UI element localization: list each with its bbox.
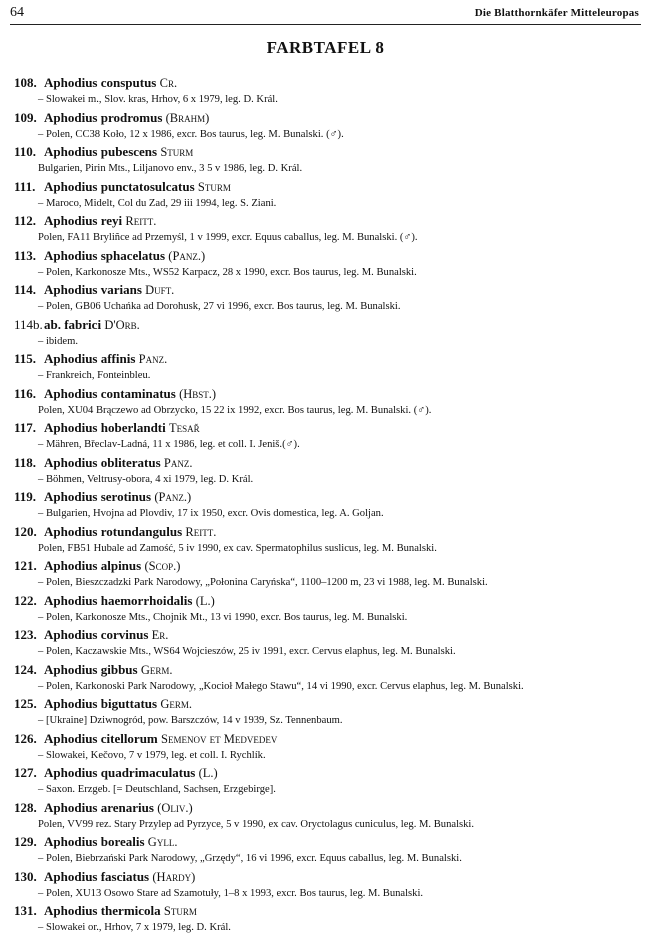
specimen-details: – Polen, GB06 Uchańka ad Dorohusk, 27 vi 1996, excr. Bos taurus, leg. M. Bunalski. bbox=[38, 301, 401, 312]
entry-number: 130. bbox=[14, 868, 37, 884]
species-entry bbox=[14, 247, 639, 282]
entry-heading bbox=[14, 316, 639, 333]
entry-heading bbox=[14, 281, 639, 298]
species-name: Aphodius hoberlandti bbox=[44, 420, 166, 435]
specimen-details: – Polen, CC38 Koło, 12 x 1986, excr. Bos taurus, leg. M. Bunalski. (♂). bbox=[38, 128, 344, 140]
entry-heading bbox=[14, 419, 639, 436]
specimen-details: – ibidem. bbox=[38, 335, 79, 347]
entry-heading bbox=[14, 523, 639, 540]
species-name: Aphodius fasciatus bbox=[44, 868, 150, 884]
species-author: Germ. bbox=[160, 697, 192, 711]
species-name: Aphodius serotinus bbox=[44, 489, 152, 504]
species-name: Aphodius quadrimaculatus bbox=[44, 765, 196, 780]
entry-number: 125. bbox=[14, 696, 37, 711]
species-name: Aphodius reyi bbox=[44, 213, 123, 228]
entry-heading bbox=[14, 799, 639, 816]
species-author: D'Orb. bbox=[104, 317, 140, 332]
species-author: (Hbst.) bbox=[179, 386, 217, 401]
species-name: Aphodius consputus bbox=[44, 75, 157, 90]
entry-heading bbox=[14, 109, 639, 126]
species-author: (Scop.) bbox=[144, 559, 181, 573]
species-name: Aphodius varians bbox=[44, 282, 142, 297]
plate-title: FARBTAFEL 8 bbox=[266, 38, 385, 57]
entry-number: 118. bbox=[14, 454, 37, 470]
entry-number: 114b. bbox=[14, 316, 43, 332]
species-name: Aphodius obliteratus bbox=[44, 454, 161, 470]
species-entry bbox=[14, 833, 639, 868]
entry-heading bbox=[14, 626, 639, 643]
entry-heading bbox=[14, 385, 639, 402]
species-name: Aphodius biguttatus bbox=[44, 696, 158, 711]
species-entry bbox=[14, 799, 639, 834]
species-entry bbox=[14, 730, 639, 765]
entry-heading bbox=[14, 247, 639, 264]
species-author: Er. bbox=[151, 628, 169, 642]
entry-heading bbox=[14, 454, 639, 471]
entry-number: 113. bbox=[14, 247, 37, 263]
species-author: Panz. bbox=[163, 455, 193, 470]
header-rule bbox=[10, 24, 641, 25]
entry-number: 112. bbox=[14, 213, 37, 228]
species-author: Gyll. bbox=[147, 835, 178, 849]
entry-number: 128. bbox=[14, 799, 37, 815]
entry-heading bbox=[14, 74, 639, 91]
species-name: Aphodius affinis bbox=[44, 351, 136, 366]
species-author: Sturm bbox=[163, 904, 197, 918]
entry-number: 131. bbox=[14, 903, 37, 918]
species-author: Tesař bbox=[169, 421, 200, 435]
entry-heading bbox=[14, 695, 639, 712]
entry-heading bbox=[14, 557, 639, 574]
specimen-details: – Polen, XU13 Osowo Stare ad Szamotuły, 1–8 x 1993, excr. Bos taurus, leg. M. Bunalski. bbox=[38, 887, 424, 899]
species-author: Sturm bbox=[160, 145, 194, 159]
entry-number: 120. bbox=[14, 523, 37, 539]
entry-heading bbox=[14, 730, 639, 747]
entry-number: 122. bbox=[14, 592, 37, 608]
species-entry bbox=[14, 868, 639, 903]
entry-number: 108. bbox=[14, 75, 37, 90]
species-name: Aphodius haemorrhoidalis bbox=[44, 592, 193, 608]
species-author: Reitt. bbox=[125, 214, 157, 228]
species-author: Cr. bbox=[159, 76, 178, 90]
species-name: Aphodius punctatosulcatus bbox=[44, 178, 195, 194]
species-author: Semenov et Medvedev bbox=[161, 731, 278, 746]
species-author: Sturm bbox=[197, 179, 231, 194]
species-entry bbox=[14, 316, 639, 351]
specimen-details: – Slowakei m., Slov. kras, Hrhov, 6 x 1979, leg. D. Král. bbox=[38, 94, 278, 105]
specimen-details: – Mähren, Břeclav-Ladná, 11 x 1986, leg. et coll. I. Jeniš.(♂). bbox=[38, 439, 300, 450]
species-name: Aphodius borealis bbox=[44, 834, 145, 849]
specimen-details: – Slowakei, Kečovo, 7 v 1979, leg. et coll. I. Rychlík. bbox=[38, 749, 266, 761]
entry-heading bbox=[14, 143, 639, 160]
species-entry bbox=[14, 385, 639, 420]
species-author: Reitt. bbox=[185, 524, 217, 539]
entry-number: 114. bbox=[14, 282, 37, 297]
species-author: (Hardy) bbox=[152, 869, 196, 884]
species-author: (Brahm) bbox=[165, 110, 210, 125]
species-author: (L.) bbox=[198, 766, 218, 780]
species-entry bbox=[14, 695, 639, 730]
species-entry bbox=[14, 488, 639, 523]
entry-heading bbox=[14, 661, 639, 678]
specimen-details: – Polen, Karkonosze Mts., WS52 Karpacz, 28 x 1990, excr. Bos taurus, leg. M. Bunalski. bbox=[38, 266, 417, 278]
specimen-details: Polen, FB51 Hubale ad Zamość, 5 iv 1990, ex cav. Spermatophilus suslicus, leg. M. Bunalski. bbox=[38, 542, 437, 554]
species-entry bbox=[14, 661, 639, 696]
entry-heading bbox=[14, 902, 639, 919]
specimen-details: – Bulgarien, Hvojna ad Plovdiv, 17 ix 1950, excr. Ovis domestica, leg. A. Goljan. bbox=[38, 508, 384, 519]
species-author: (L.) bbox=[195, 593, 215, 608]
specimen-details: Bulgarien, Pirin Mts., Liljanovo env., 3 5 v 1986, leg. D. Král. bbox=[38, 163, 303, 174]
entry-number: 111. bbox=[14, 178, 36, 194]
species-entry bbox=[14, 178, 639, 213]
entry-number: 126. bbox=[14, 730, 37, 746]
specimen-details: – [Ukraine] Dziwnogród, pow. Barszczów, 14 v 1939, Sz. Tennenbaum. bbox=[38, 715, 343, 726]
running-head: Die Blatthornkäfer Mitteleuropas bbox=[474, 7, 639, 19]
entry-number: 109. bbox=[14, 109, 37, 125]
entry-heading bbox=[14, 178, 639, 195]
specimen-details: – Polen, Biebrzański Park Narodowy, „Grzędy“, 16 vi 1996, excr. Equus caballus, leg. M. Bunalski. bbox=[38, 853, 462, 864]
species-entry bbox=[14, 626, 639, 661]
species-name: Aphodius prodromus bbox=[44, 109, 163, 125]
species-entry bbox=[14, 557, 639, 592]
specimen-details: – Böhmen, Veltrusy-obora, 4 xi 1979, leg. D. Král. bbox=[38, 473, 254, 485]
species-entry bbox=[14, 419, 639, 454]
species-entry bbox=[14, 143, 639, 178]
species-name: Aphodius alpinus bbox=[44, 558, 142, 573]
entry-heading bbox=[14, 350, 639, 367]
specimen-details: – Polen, Karkonoski Park Narodowy, „Kocioł Małego Stawu“, 14 vi 1990, excr. Cervus elaphus, leg. M. Bunalski. bbox=[38, 680, 524, 692]
specimen-details: – Maroco, Midelt, Col du Zad, 29 iii 1994, leg. S. Ziani. bbox=[38, 197, 277, 209]
specimen-details: Polen, XU04 Brączewo ad Obrzycko, 15 22 ix 1992, excr. Bos taurus, leg. M. Bunalski. (♂). bbox=[38, 404, 432, 416]
specimen-details: Polen, FA11 Bryliñce ad Przemyśl, 1 v 1999, excr. Equus caballus, leg. M. Bunalski. (♂). bbox=[38, 232, 418, 243]
specimen-details: – Polen, Karkonosze Mts., Chojnik Mt., 13 vi 1990, excr. Bos taurus, leg. M. Bunalski. bbox=[38, 611, 408, 623]
species-entry bbox=[14, 764, 639, 799]
species-entry bbox=[14, 74, 639, 109]
entry-heading bbox=[14, 488, 639, 505]
species-author: (Oliv.) bbox=[157, 800, 193, 815]
species-name: Aphodius pubescens bbox=[44, 144, 158, 159]
species-entry bbox=[14, 281, 639, 316]
species-name: Aphodius sphacelatus bbox=[44, 247, 166, 263]
entry-heading bbox=[14, 833, 639, 850]
species-entry bbox=[14, 523, 639, 558]
page-number: 64 bbox=[10, 5, 24, 20]
entry-number: 121. bbox=[14, 558, 37, 573]
entry-number: 116. bbox=[14, 385, 37, 401]
entry-heading bbox=[14, 592, 639, 609]
species-name: Aphodius citellorum bbox=[44, 730, 158, 746]
specimen-details: – Polen, Bieszczadzki Park Narodowy, „Połonina Caryńska“, 1100–1200 m, 23 vi 1988, leg. M. Bunalski. bbox=[38, 577, 488, 588]
species-author: Duft. bbox=[145, 283, 175, 297]
species-name: Aphodius corvinus bbox=[44, 627, 149, 642]
entry-heading bbox=[14, 212, 639, 229]
entry-number: 117. bbox=[14, 420, 37, 435]
entry-heading bbox=[14, 764, 639, 781]
species-author: (Panz.) bbox=[154, 490, 192, 504]
species-name: Aphodius rotundangulus bbox=[44, 523, 183, 539]
entry-number: 119. bbox=[14, 489, 37, 504]
entry-number: 123. bbox=[14, 627, 37, 642]
species-name: Aphodius gibbus bbox=[44, 661, 138, 677]
species-list bbox=[14, 74, 639, 937]
specimen-details: – Polen, Kaczawskie Mts., WS64 Wojcieszów, 25 iv 1991, excr. Cervus elaphus, leg. M. Bunalski. bbox=[38, 646, 456, 657]
species-entry bbox=[14, 592, 639, 627]
specimen-details: – Frankreich, Fonteinbleu. bbox=[38, 370, 151, 381]
species-name: Aphodius thermicola bbox=[44, 903, 161, 918]
species-author: (Panz.) bbox=[168, 248, 206, 263]
specimen-details: Polen, VV99 rez. Stary Przylep ad Pyrzyce, 5 v 1990, ex cav. Oryctolagus cuniculus, leg. M. Bunalski. bbox=[38, 818, 475, 830]
species-name: Aphodius contaminatus bbox=[44, 385, 176, 401]
species-entry bbox=[14, 109, 639, 144]
entry-number: 124. bbox=[14, 661, 37, 677]
entry-number: 127. bbox=[14, 765, 37, 780]
entry-number: 110. bbox=[14, 144, 37, 159]
species-entry bbox=[14, 350, 639, 385]
specimen-details: – Slowakei or., Hrhov, 7 x 1979, leg. D. Král. bbox=[38, 922, 231, 933]
specimen-details: – Saxon. Erzgeb. [= Deutschland, Sachsen, Erzgebirge]. bbox=[38, 784, 276, 795]
species-entry bbox=[14, 902, 639, 937]
species-entry bbox=[14, 454, 639, 489]
entry-number: 129. bbox=[14, 834, 37, 849]
entry-number: 115. bbox=[14, 351, 37, 366]
species-author: Germ. bbox=[140, 662, 173, 677]
entry-heading bbox=[14, 868, 639, 885]
species-entry bbox=[14, 212, 639, 247]
species-name: Aphodius arenarius bbox=[44, 799, 154, 815]
species-name: ab. fabrici bbox=[44, 316, 102, 332]
species-author: Panz. bbox=[138, 352, 168, 366]
